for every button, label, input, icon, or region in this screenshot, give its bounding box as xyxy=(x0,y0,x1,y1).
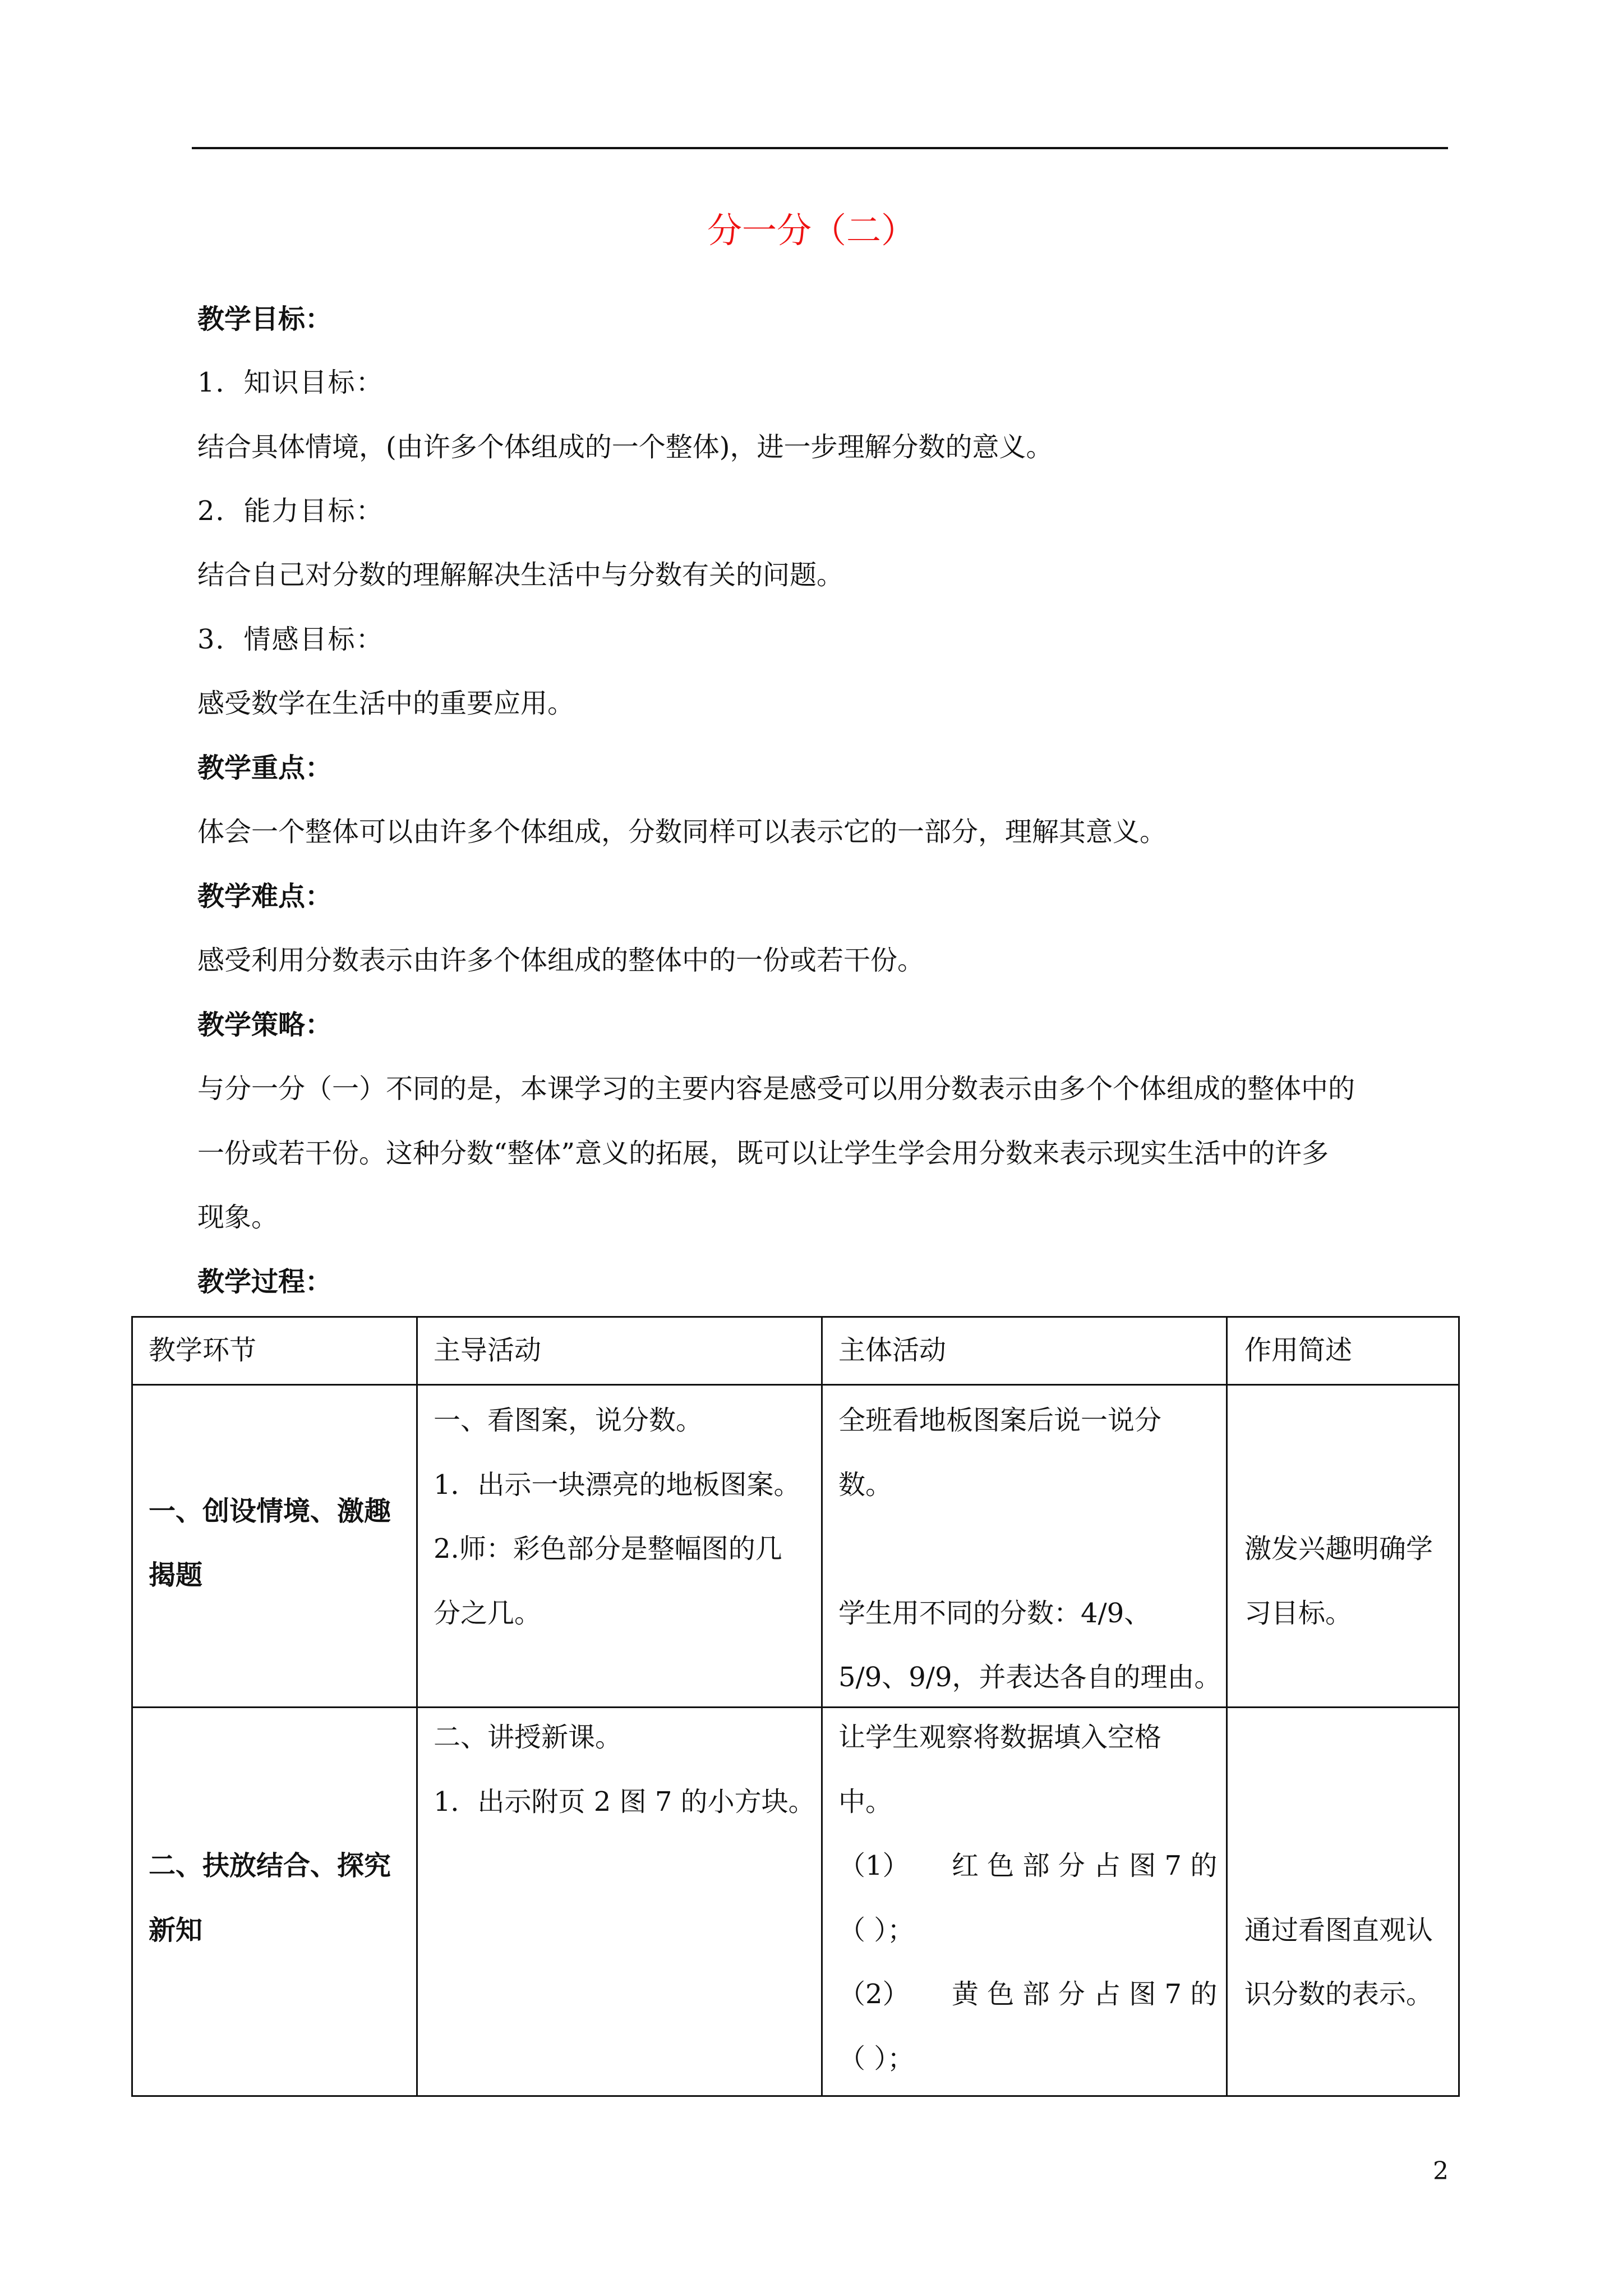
row1-student-activity: 全班看地板图案后说一说分 数。 学生用不同的分数：4/9、 5/9、9/9，并表达各自的理由。 xyxy=(822,1385,1227,1708)
goal2-text: 结合自己对分数的理解解决生活中与分数有关的问题。 xyxy=(197,559,844,591)
goal1-text: 结合具体情境，(由许多个体组成的一个整体)，进一步理解分数的意义。 xyxy=(197,431,1053,463)
page-number: 2 xyxy=(1433,2157,1449,2185)
goals-heading: 教学目标： xyxy=(197,303,333,335)
header-purpose: 作用简述 xyxy=(1227,1317,1459,1385)
row2-student-activity: 让学生观察将数据填入空格 中。 （1） 红 色 部 分 占 图 7 的 （ ）； （2） 黄 色 部 分 占 图 7 的 （ ）； xyxy=(822,1708,1227,2096)
row1-purpose: 激发兴趣明确学 习目标。 xyxy=(1227,1385,1459,1708)
row1-stage: 一、创设情境、激趣 揭题 xyxy=(132,1385,417,1708)
header-lead-activity: 主导活动 xyxy=(417,1317,822,1385)
difficulty-text: 感受利用分数表示由许多个体组成的整体中的一份或若干份。 xyxy=(197,945,925,976)
strategy-line-2: 一份或若干份。这种分数“整体”意义的拓展，既可以让学生学会用分数来表示现实生活中的许多 xyxy=(197,1138,1329,1169)
key-heading: 教学重点： xyxy=(197,752,333,784)
teaching-process-table xyxy=(131,1316,1460,2097)
goal3-label: 3．情感目标： xyxy=(197,624,384,655)
process-heading: 教学过程： xyxy=(197,1266,333,1297)
table-row xyxy=(132,1708,1459,2096)
page-title: 分一分（二） xyxy=(707,210,916,251)
row2-purpose: 通过看图直观认 识分数的表示。 xyxy=(1227,1708,1459,2096)
goal2-label: 2．能力目标： xyxy=(197,495,384,527)
goal3-text: 感受数学在生活中的重要应用。 xyxy=(197,688,575,719)
row2-stage: 二、扶放结合、探究 新知 xyxy=(132,1708,417,2096)
key-text: 体会一个整体可以由许多个体组成，分数同样可以表示它的一部分，理解其意义。 xyxy=(197,816,1167,848)
strategy-line-1: 与分一分（一）不同的是，本课学习的主要内容是感受可以用分数表示由多个个体组成的整体中的 xyxy=(197,1073,1355,1105)
strategy-line-3: 现象。 xyxy=(197,1202,279,1233)
row1-lead-activity: 一、看图案，说分数。 1．出示一块漂亮的地板图案。 2.师：彩色部分是整幅图的几 分之几。 xyxy=(417,1385,822,1708)
table-header-row xyxy=(132,1317,1459,1385)
header-rule xyxy=(192,147,1448,149)
header-student-activity: 主体活动 xyxy=(822,1317,1227,1385)
difficulty-heading: 教学难点： xyxy=(197,881,333,912)
table-row xyxy=(132,1385,1459,1708)
header-stage: 教学环节 xyxy=(132,1317,417,1385)
goal1-label: 1．知识目标： xyxy=(197,367,384,398)
strategy-heading: 教学策略： xyxy=(197,1009,333,1041)
row2-lead-activity: 二、讲授新课。 1．出示附页 2 图 7 的小方块。 xyxy=(417,1708,822,2096)
